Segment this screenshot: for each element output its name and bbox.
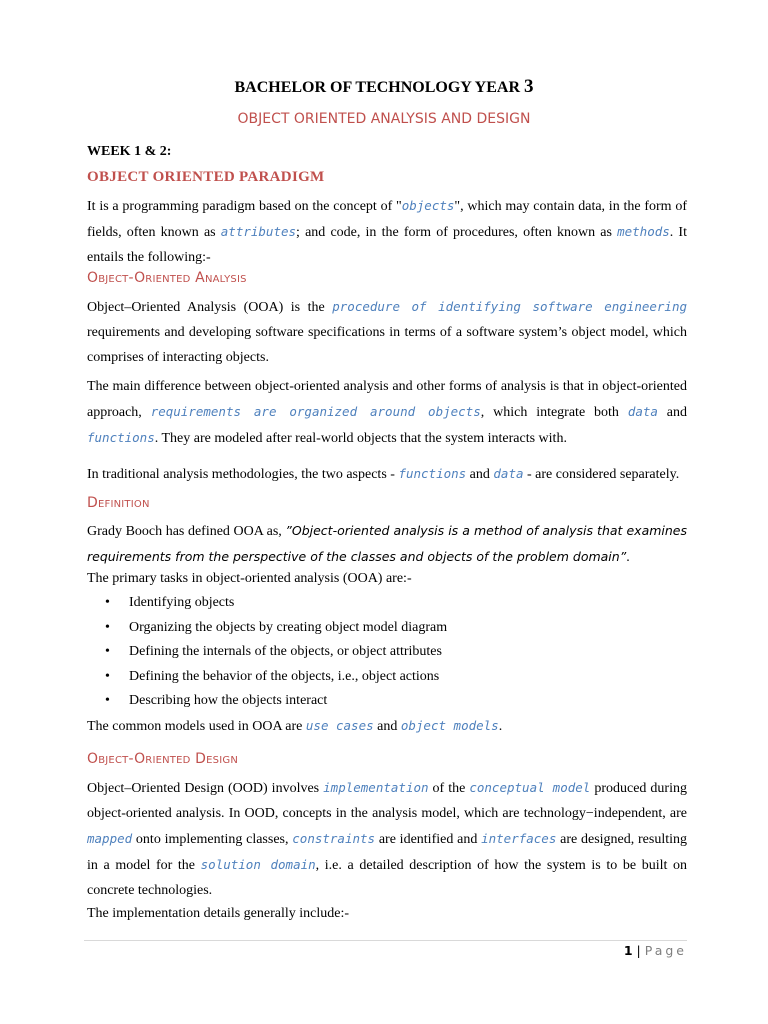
ooa-paragraph-1: Object–Oriented Analysis (OOA) is the procedure of identifying software engineering requirements and developing software specifications in terms of a software system’s object model, which comprises of interacting objects. (87, 299, 688, 365)
keyword: constraints (292, 831, 376, 846)
keyword: requirements are organized around objects (150, 404, 481, 419)
ood-heading: Object-Oriented Design (87, 751, 238, 767)
keyword: procedure of identifying software engineering (332, 299, 688, 314)
footer-separator: | (632, 943, 645, 958)
page-number: 1 (623, 943, 633, 958)
keyword: object models (400, 718, 499, 733)
definition-heading: Definition (87, 495, 150, 511)
keyword: mapped (87, 831, 133, 846)
section-heading: OBJECT ORIENTED PARADIGM (87, 169, 325, 185)
list-item: • Identifying objects (87, 591, 687, 616)
list-item: • Defining the behavior of the objects, i.e., object actions (87, 665, 687, 690)
keyword: data (493, 466, 524, 481)
definition-paragraph: Grady Booch has defined OOA as, ”Object-oriented analysis is a method of analysis that examines requirements from the perspective of the classes and objects of the problem domain”. (87, 523, 688, 565)
models-paragraph: The common models used in OOA are use cases and object models. (87, 718, 503, 734)
keyword: functions (87, 430, 155, 445)
week-label: WEEK 1 & 2: (87, 144, 172, 159)
keyword: implementation (323, 780, 429, 795)
keyword: functions (398, 466, 467, 481)
list-item: • Describing how the objects interact (87, 689, 687, 714)
ood-paragraph-2: The implementation details generally include:- (87, 906, 350, 921)
keyword: objects (401, 198, 455, 213)
list-item: • Organizing the objects by creating object model diagram (87, 616, 687, 641)
keyword: data (627, 404, 658, 419)
keyword: conceptual model (469, 780, 591, 795)
ooa-paragraph-2: The main difference between object-oriented analysis and other forms of analysis is that in object-oriented approach, requirements are organized around objects, which integrate both data and functions. They are modeled after real-world objects that the system interacts with. (87, 379, 688, 446)
keyword: interfaces (481, 831, 557, 846)
keyword: attributes (220, 224, 297, 239)
ood-paragraph-1: Object–Oriented Design (OOD) involves implementation of the conceptual model produced during object-oriented analysis. In OOD, concepts in the analysis model, which are technology−independent, are mapped onto implementing classes, constraints are identified and interfaces are designed, resulting in a model for the solution domain, i.e. a detailed description of how the system is to be built on concrete technologies. (87, 780, 688, 898)
list-item: • Defining the internals of the objects, or object attributes (87, 640, 687, 665)
booch-quote: ”Object-oriented analysis is a method of analysis that examines requirements from the perspective of the classes and objects of the problem domain” (87, 523, 688, 564)
keyword: solution domain (200, 857, 316, 872)
document-title (0, 76, 768, 98)
ooa-heading: Object-Oriented Analysis (87, 270, 247, 286)
title-year: 3 (524, 76, 534, 97)
intro-paragraph: It is a programming paradigm based on the concept of "objects", which may contain data, in the form of fields, often known as attributes; and code, in the form of procedures, often known as methods. It entails the following:- (87, 198, 687, 265)
keyword: use cases (305, 718, 374, 733)
page-footer (624, 943, 687, 958)
tasks-list (87, 591, 687, 714)
title-text: BACHELOR OF TECHNOLOGY YEAR (234, 79, 520, 96)
tasks-intro: The primary tasks in object-oriented analysis (OOA) are:- (87, 571, 412, 586)
keyword: methods (617, 224, 670, 239)
course-subtitle: OBJECT ORIENTED ANALYSIS AND DESIGN (237, 111, 531, 127)
page-label: Page (644, 943, 687, 958)
ooa-paragraph-3: In traditional analysis methodologies, the two aspects - functions and data - are considered separately. (87, 466, 680, 482)
footer-divider (84, 940, 687, 941)
